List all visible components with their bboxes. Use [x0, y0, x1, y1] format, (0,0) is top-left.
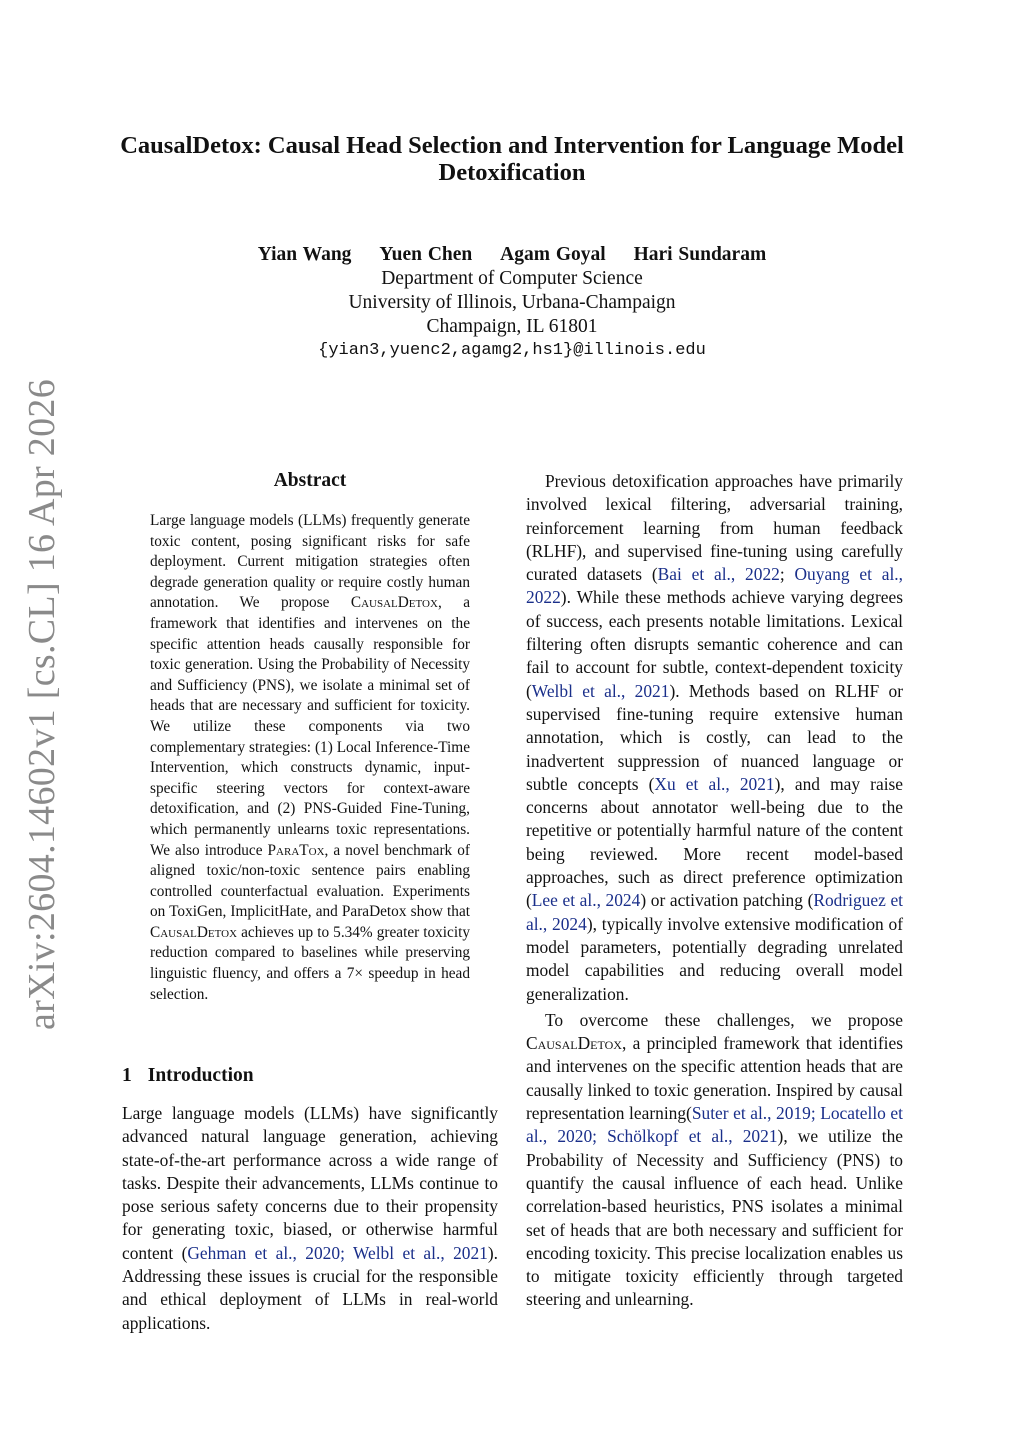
abstract-text: , a novel benchmark of aligned toxic/non-toxic sentence pairs enabling controlled counterfactual evaluation. Experiments on ToxiGen, ImplicitHate, and ParaDetox show that	[150, 841, 470, 921]
citation-link[interactable]: Locatello et al., 2020	[526, 1103, 903, 1147]
citation-link[interactable]: Welbl et al., 2021	[531, 680, 670, 701]
author-names	[110, 243, 914, 267]
method-name: CausalDetox	[350, 594, 438, 612]
author-block	[110, 243, 914, 363]
body-text: Large language models (LLMs) have significantly advanced natural language generation, achieving state-of-the-art performance across a wide range of tasks. Despite their advancements, LLMs continue to pose serious safety concerns due to their propensity for generating toxic, biased, or otherwise harmful content (	[122, 1103, 498, 1263]
paragraph	[526, 470, 903, 1006]
method-name: CausalDetox	[526, 1033, 622, 1054]
body-text: ), we utilize the Probability of Necessity and Sufficiency (PNS) to quantify the causal influence of each head. Unlike correlation-based heuristics, PNS isolates a minimal set of heads that are both necessary and sufficient for encoding toxicity. This precise localization enables us to mitigate toxicity efficiently through targeted steering and unlearning.	[526, 1126, 903, 1310]
arxiv-identifier: arXiv:2604.14602v1 [cs.CL] 16 Apr 2026	[21, 379, 63, 1030]
citation-link[interactable]: Suter et al., 2019	[691, 1103, 811, 1124]
author-name: Yian Wang	[257, 244, 352, 265]
citation-separator: ;	[779, 564, 795, 585]
citation-separator: ;	[810, 1103, 821, 1124]
author-name: Yuen Chen	[379, 244, 473, 265]
intro-paragraph	[122, 1102, 498, 1335]
section-title: Introduction	[147, 1065, 254, 1086]
body-text: To overcome these challenges, we propose	[545, 1009, 903, 1030]
citation-separator: ;	[340, 1242, 353, 1263]
location: Champaign, IL 61801	[426, 316, 598, 337]
benchmark-name: ParaTox	[267, 841, 325, 859]
citation-link[interactable]: Lee et al., 2024	[531, 890, 641, 911]
citation-link[interactable]: Schölkopf et al., 2021	[607, 1126, 778, 1147]
paragraph	[526, 1009, 903, 1312]
right-column	[526, 470, 903, 1312]
abstract-heading: Abstract	[273, 470, 347, 491]
citation-link[interactable]: Gehman et al., 2020	[187, 1242, 341, 1263]
citation-link[interactable]: Ouyang et al., 2022	[526, 564, 903, 608]
abstract-text: Large language models (LLMs) frequently generate toxic content, posing significant risks for safe deployment. Current mitigation strategies often degrade generation quality or require costly human annotation. We propose	[150, 512, 470, 612]
body-text: , a principled framework that identifies and intervenes on the specific attention heads that are causally linked to toxic generation. Inspired by causal representation learning(	[526, 1033, 903, 1124]
body-text: Previous detoxification approaches have primarily involved lexical filtering, adversarial training, reinforcement learning from human feedback (RLHF), and supervised fine-tuning using carefully curated datasets (	[526, 471, 903, 585]
section-number: 1	[122, 1065, 132, 1086]
citation-link[interactable]: Xu et al., 2021	[654, 773, 775, 794]
body-text: ). While these methods achieve varying degrees of success, each presents notable limitations. Lexical filtering often disrupts semantic coherence and can fail to account for subtle, context-dependent toxicity (	[526, 587, 903, 701]
body-text: ) or activation patching (	[640, 890, 814, 911]
section-heading	[122, 1065, 254, 1087]
department: Department of Computer Science	[381, 268, 643, 289]
author-name: Agam Goyal	[500, 244, 606, 265]
university: University of Illinois, Urbana-Champaign	[348, 292, 676, 313]
citation-link[interactable]: Bai et al., 2022	[657, 564, 780, 585]
body-text: ), and may raise concerns about annotator well-being due to the repetitive or potentially harmful nature of the content being reviewed. More recent model-based approaches, such as direct preference optimization (	[526, 773, 904, 911]
body-text: ). Addressing these issues is crucial for the responsible and ethical deployment of LLMs in real-world applications.	[122, 1242, 498, 1333]
body-text: ), typically involve extensive modification of model parameters, potentially degrading unrelated model capabilities and reducing overall model generalization.	[526, 913, 903, 1004]
paper-title: CausalDetox: Causal Head Selection and Intervention for Language Model Detoxification	[120, 132, 904, 186]
author-name: Hari Sundaram	[633, 244, 767, 265]
abstract-body	[150, 511, 470, 1005]
citation-link[interactable]: Rodriguez et al., 2024	[526, 890, 903, 934]
abstract-text: achieves up to 5.34% greater toxicity reduction compared to baselines while preserving linguistic fluency, and offers a 7× speedup in head selection.	[150, 923, 470, 1003]
citation-separator: ;	[592, 1126, 608, 1147]
citation-link[interactable]: Welbl et al., 2021	[352, 1242, 488, 1263]
method-name: CausalDetox	[150, 923, 238, 941]
body-text: ). Methods based on RLHF or supervised fine-tuning require extensive human annotation, which is costly, can lead to the inadvertent suppression of nuanced language or subtle concepts (	[526, 680, 904, 794]
email: {yian3,yuenc2,agamg2,hs1}@illinois.edu	[318, 341, 706, 360]
abstract-text: , a framework that identifies and intervenes on the specific attention heads causally responsible for toxic generation. Using the Probability of Necessity and Sufficiency (PNS), we isolate a minimal set of heads that are necessary and sufficient for toxicity. We utilize these components via two complementary strategies: (1) Local Inference-Time Intervention, which constructs dynamic, input-specific steering vectors for context-aware detoxification, and (2) PNS-Guided Fine-Tuning, which permanently unlearns toxic representations. We also introduce	[150, 594, 470, 859]
